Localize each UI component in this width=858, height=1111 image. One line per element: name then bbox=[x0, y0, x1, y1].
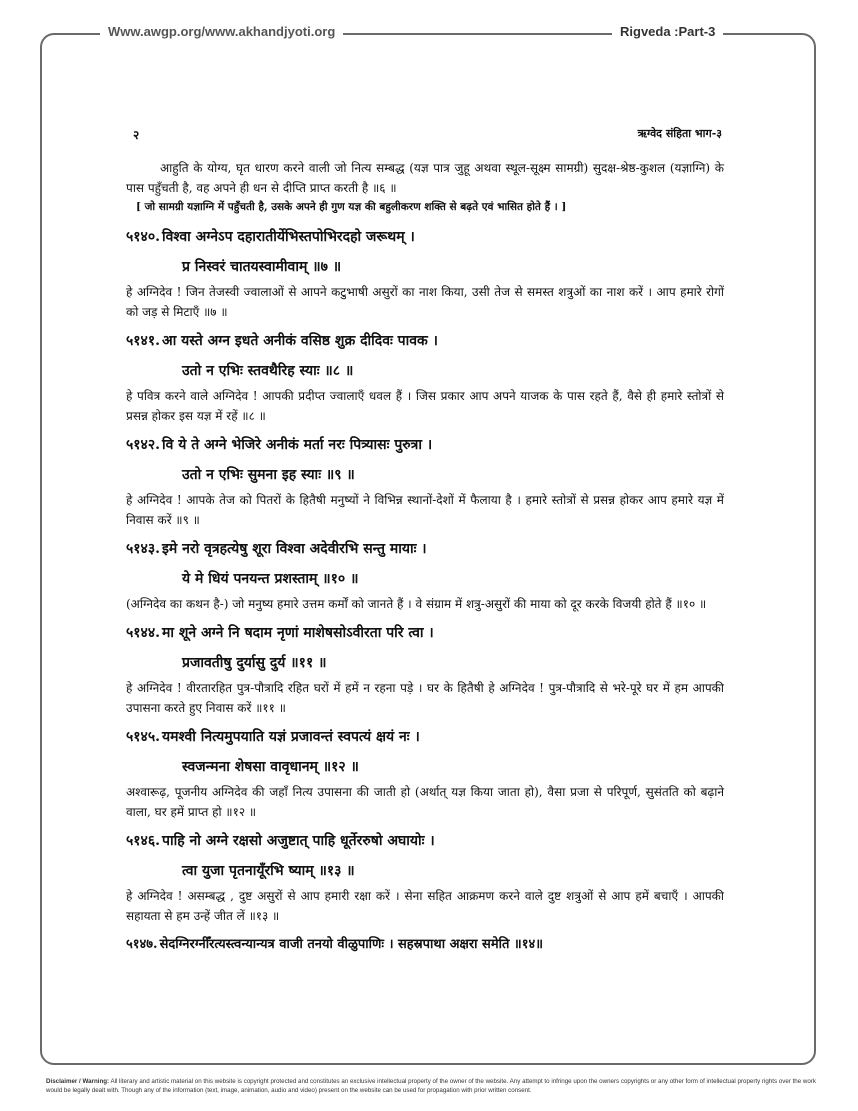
verse-line-2: स्वजन्मना शेषसा वावृधानम् ॥१२ ॥ bbox=[182, 759, 359, 775]
verse-number: ५१४३. bbox=[126, 541, 160, 557]
page-number: २ bbox=[133, 128, 140, 142]
verse-line-2: ये मे धियं पनयन्त प्रशस्ताम् ॥१० ॥ bbox=[182, 571, 359, 587]
verse-number: ५१४५. bbox=[126, 729, 160, 745]
verse-text: यमश्वी नित्यमुपयाति यज्ञं प्रजावन्तं स्वपत्यं क्षयं नः । bbox=[162, 729, 420, 745]
verse-line-1 bbox=[126, 722, 724, 752]
intro-translation: आहुति के योग्य, घृत धारण करने वाली जो नित्य सम्बद्ध (यज्ञ पात्र जुहू अथवा स्थूल-सूक्ष्म सामग्री) सुदक्ष-श्रेष्ठ-कुशल (यज्ञाग्नि) के पास पहुँचती है, वह अपने ही धन से दीप्ति प्राप्त करती है ॥६ ॥ bbox=[126, 161, 724, 195]
verse-number: ५१४६. bbox=[126, 833, 160, 849]
verse-translation: हे अग्निदेव ! वीरतारहित पुत्र-पौत्रादि रहित घरों में हमें न रहना पड़े । घर के हितैषी हे अग्निदेव ! पुत्र-पौत्रादि से भरे-पूरे घर में हम आपकी उपासना करते हुए निवास करें ॥११ ॥ bbox=[126, 681, 724, 715]
verse-line-2: उतो न एभिः सुमना इह स्याः ॥९ ॥ bbox=[182, 467, 355, 483]
verse-number: ५१४१. bbox=[126, 333, 160, 349]
verse-text: विश्वा अग्नेऽप दहारातीर्येभिस्तपोभिरदहो जरूथम् । bbox=[162, 229, 415, 245]
verse-text: सेदग्निरग्नीँरत्यस्त्वन्यान्यत्र वाजी तनयो वीळुपाणिः । सहस्रपाथा अक्षरा समेति ॥१४॥ bbox=[159, 937, 544, 952]
verse-line-1 bbox=[126, 222, 724, 252]
verse-text: वि ये ते अग्ने भेजिरे अनीकं मर्ता नरः पित्र्यासः पुरुत्रा । bbox=[162, 437, 433, 453]
page-content bbox=[126, 158, 724, 960]
verse-line-1 bbox=[126, 618, 724, 648]
verse-block bbox=[126, 430, 724, 530]
verse-text: मा शूने अग्ने नि षदाम नृणां माशेषसोऽवीरता परि त्वा । bbox=[162, 625, 434, 641]
verse-line-2: त्वा युजा पृतनायूँरभि ष्याम् ॥१३ ॥ bbox=[182, 863, 355, 879]
verse-number: ५१४४. bbox=[126, 625, 160, 641]
header-website-link[interactable]: Www.awgp.org/www.akhandjyoti.org bbox=[100, 22, 343, 42]
verse-line-1 bbox=[126, 534, 724, 564]
verse-line-2: उतो न एभिः स्तवथैरिह स्याः ॥८ ॥ bbox=[182, 363, 354, 379]
verse-line-2: प्रजावतीषु दुर्यासु दुर्य ॥११ ॥ bbox=[182, 655, 327, 671]
verse-translation: (अग्निदेव का कथन है-) जो मनुष्य हमारे उत्तम कर्मों को जानते हैं । वे संग्राम में शत्रु-असुरों की माया को दूर करके विजयी होते हैं ॥१० ॥ bbox=[126, 597, 707, 611]
verse-line-1 bbox=[126, 826, 724, 856]
header-book-part: Rigveda :Part-3 bbox=[612, 22, 723, 42]
verse-block bbox=[126, 326, 724, 426]
disclaimer-label: Disclaimer / Warning: bbox=[46, 1078, 110, 1085]
verse-block bbox=[126, 826, 724, 926]
verse-block bbox=[126, 930, 724, 960]
verse-block bbox=[126, 534, 724, 614]
verse-text: आ यस्ते अग्न इधते अनीकं वसिष्ठ शुक्र दीदिवः पावक । bbox=[162, 333, 438, 349]
verse-text: पाहि नो अग्ने रक्षसो अजुष्टात् पाहि धूर्तेररुषो अघायोः । bbox=[162, 833, 435, 849]
verse-translation: हे अग्निदेव ! जिन तेजस्वी ज्वालाओं से आपने कटुभाषी असुरों का नाश किया, उसी तेज से समस्त शत्रुओं का नाश करें । आप हमारे रोगों को जड़ से मिटाएँ ॥७ ॥ bbox=[126, 285, 724, 319]
verse-translation: हे पवित्र करने वाले अग्निदेव ! आपकी प्रदीप्त ज्वालाएँ धवल हैं । जिस प्रकार आप अपने याजक के पास रहते हैं, वैसे ही हमारे स्तोत्रों से प्रसन्न होकर इस यज्ञ में रहें ॥८ ॥ bbox=[126, 389, 724, 423]
verse-text: इमे नरो वृत्रहत्येषु शूरा विश्वा अदेवीरभि सन्तु मायाः । bbox=[162, 541, 427, 557]
verse-block bbox=[126, 722, 724, 822]
book-title: ऋग्वेद संहिता भाग-३ bbox=[637, 127, 722, 140]
disclaimer bbox=[46, 1077, 816, 1095]
verse-block bbox=[126, 222, 724, 322]
verse-translation: अश्वारूढ़, पूजनीय अग्निदेव की जहाँ नित्य उपासना की जाती हो (अर्थात् यज्ञ किया जाता हो), वैसा प्रजा से परिपूर्ण, सुसंतति को बढ़ाने वाला, घर हमें प्राप्त हो ॥१२ ॥ bbox=[126, 785, 724, 819]
verse-line-2: प्र निस्वरं चातयस्वामीवाम् ॥७ ॥ bbox=[182, 259, 342, 275]
verse-number: ५१४७. bbox=[126, 937, 158, 952]
verse-block bbox=[126, 618, 724, 718]
commentary-note: [ जो सामग्री यज्ञाग्नि में पहुँचती है, उसके अपने ही गुण यज्ञ की बहुलीकरण शक्ति से बढ़ते एवं भासित होते हैं । ] bbox=[136, 201, 567, 213]
verse-line-1 bbox=[126, 430, 724, 460]
verse-line-1 bbox=[126, 930, 724, 960]
verse-number: ५१४२. bbox=[126, 437, 160, 453]
verse-number: ५१४०. bbox=[126, 229, 160, 245]
disclaimer-text: All literary and artistic material on this website is copyright protected and constitutes an exclusive intellectual property of the owner of the website. Any attempt to infringe upon the owners copyrights or any other form of intellectual property rights over the work would be legally dealt with. Though any of the information (text, image, animation, audio and video) present on the website can be used for propagation with prior written consent. bbox=[46, 1078, 816, 1094]
verse-translation: हे अग्निदेव ! असम्बद्ध , दुष्ट असुरों से आप हमारी रक्षा करें । सेना सहित आक्रमण करने वाले दुष्ट शत्रुओं से आप हमें बचाएँ । आपकी सहायता से हम उन्हें जीत लें ॥१३ ॥ bbox=[126, 889, 724, 923]
verse-line-1 bbox=[126, 326, 724, 356]
verse-translation: हे अग्निदेव ! आपके तेज को पितरों के हितैषी मनुष्यों ने विभिन्न स्थानों-देशों में फैलाया है । हमारे स्तोत्रों से प्रसन्न होकर आप हमारे यज्ञ में निवास करें ॥९ ॥ bbox=[126, 493, 724, 527]
